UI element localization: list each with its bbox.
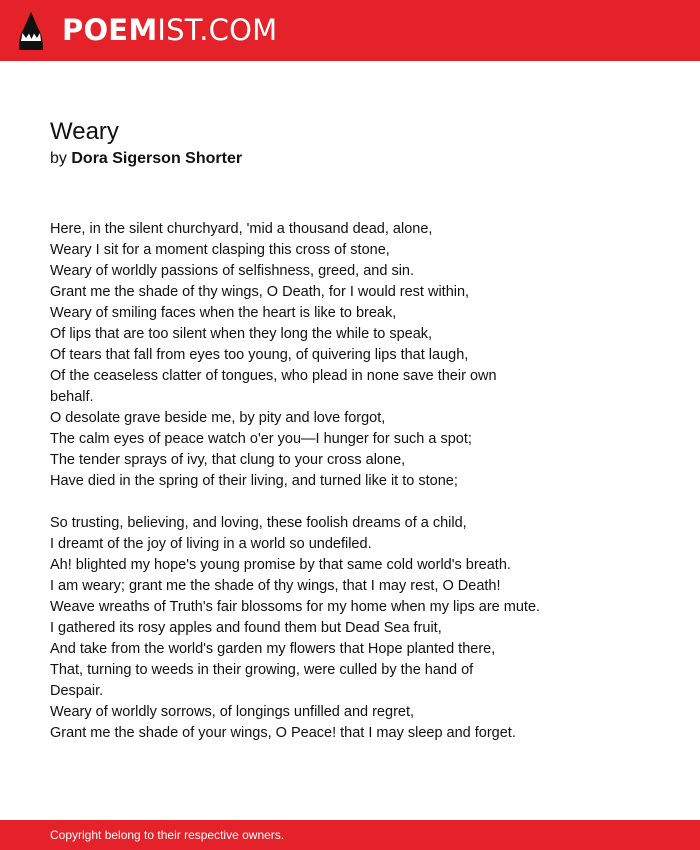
author-name: Dora Sigerson Shorter: [71, 150, 243, 167]
poem-line: So trusting, believing, and loving, these foolish dreams of a child,: [50, 515, 467, 531]
by-label: by: [50, 150, 67, 167]
poem-line: And take from the world's garden my flowers that Hope planted there,: [50, 641, 496, 657]
poem-line: Weary I sit for a moment clasping this cross of stone,: [50, 242, 390, 258]
poem-stanza: [50, 219, 650, 492]
poem-line: Despair.: [50, 683, 104, 699]
poem-line: I dreamt of the joy of living in a world so undefiled.: [50, 536, 372, 552]
poem-line: Here, in the silent churchyard, 'mid a thousand dead, alone,: [50, 221, 433, 237]
poem-line: Have died in the spring of their living, and turned like it to stone;: [50, 473, 458, 489]
poem-line: The tender sprays of ivy, that clung to your cross alone,: [50, 452, 406, 468]
poem-line: Of the ceaseless clatter of tongues, who plead in none save their own: [50, 368, 497, 384]
site-header: [0, 0, 700, 61]
poem-line: Weary of smiling faces when the heart is like to break,: [50, 305, 397, 321]
poem-line: Weave wreaths of Truth's fair blossoms for my home when my lips are mute.: [50, 599, 541, 615]
poem-line: That, turning to weeds in their growing, were culled by the hand of: [50, 662, 474, 678]
poem-stanza: [50, 513, 650, 744]
poem-line: Grant me the shade of thy wings, O Death, for I would rest within,: [50, 284, 470, 300]
poem-title: Weary: [50, 118, 119, 145]
poem-line: Of tears that fall from eyes too young, of quivering lips that laugh,: [50, 347, 469, 363]
poem-line: I am weary; grant me the shade of thy wings, that I may rest, O Death!: [50, 578, 501, 594]
poem-line: Weary of worldly sorrows, of longings unfilled and regret,: [50, 704, 415, 720]
poem-line: behalf.: [50, 389, 94, 405]
logo-text-bold: POEM: [62, 13, 158, 47]
poem-line: O desolate grave beside me, by pity and love forgot,: [50, 410, 386, 426]
site-footer: [0, 820, 700, 850]
poem-line: The calm eyes of peace watch o'er you—I hunger for such a spot;: [50, 431, 472, 447]
pencil-tip-icon[interactable]: [18, 11, 44, 51]
site-logo[interactable]: [62, 13, 277, 47]
poem-line: I gathered its rosy apples and found them but Dead Sea fruit,: [50, 620, 442, 636]
poem-line: Of lips that are too silent when they long the while to speak,: [50, 326, 433, 342]
poem-line: Grant me the shade of your wings, O Peace! that I may sleep and forget.: [50, 725, 516, 741]
logo-text-light: IST.COM: [157, 13, 278, 47]
copyright-text: Copyright belong to their respective owners.: [50, 828, 285, 842]
poem-body: [50, 219, 650, 765]
poem-line: Ah! blighted my hope's young promise by that same cold world's breath.: [50, 557, 511, 573]
byline: [50, 149, 242, 169]
poem-line: Weary of worldly passions of selfishness, greed, and sin.: [50, 263, 415, 279]
